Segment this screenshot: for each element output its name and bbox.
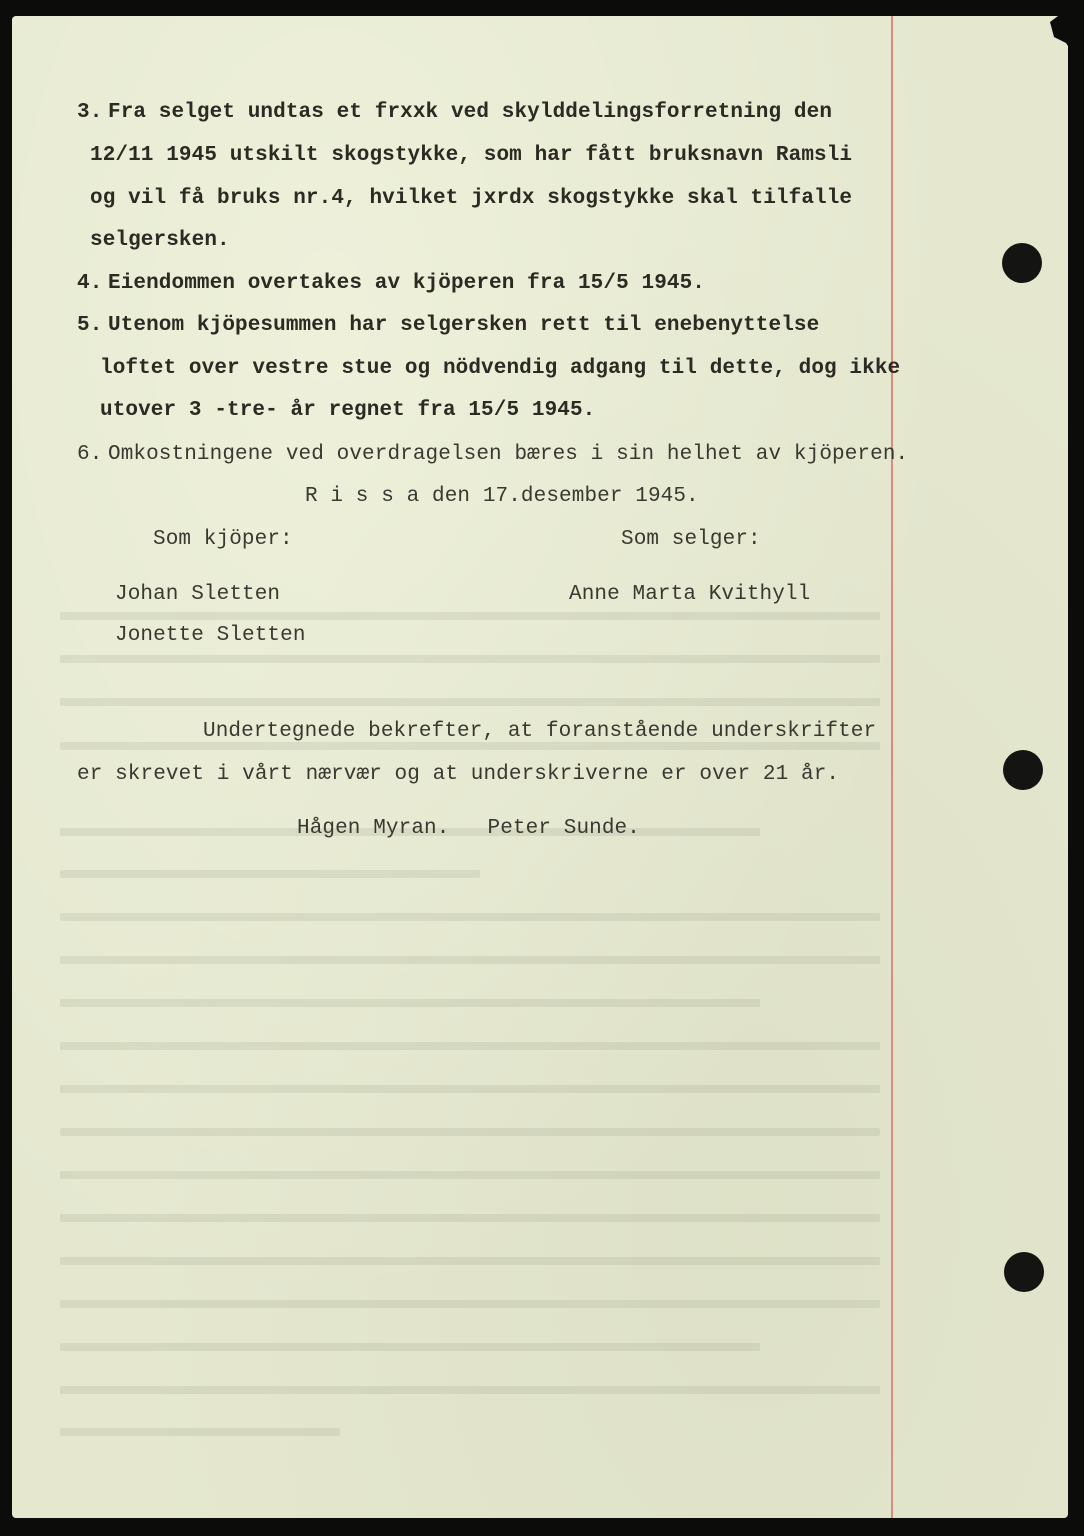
buyer-name: Johan Sletten xyxy=(115,583,281,606)
item-number: 4. xyxy=(77,272,103,295)
witness-names: Hågen Myran. Peter Sunde. xyxy=(297,817,640,840)
item-number: 6. xyxy=(77,443,103,466)
item-number: 5. xyxy=(77,314,103,337)
item-line: utover 3 -tre- år regnet fra 15/5 1945. xyxy=(100,399,596,422)
item-line: Eiendommen overtakes av kjöperen fra 15/5 1945. xyxy=(108,272,705,295)
witness-line: er skrevet i vårt nærvær og at underskriverne er over 21 år. xyxy=(77,763,840,786)
witness-line: Undertegnede bekrefter, at foranstående underskrifter xyxy=(203,720,877,743)
buyer-name: Jonette Sletten xyxy=(115,624,306,647)
punch-hole-icon xyxy=(1002,243,1042,283)
punch-hole-icon xyxy=(1003,750,1043,790)
item-line: og vil få bruks nr.4, hvilket jxrdx skogstykke skal tilfalle xyxy=(90,187,853,210)
punch-hole-icon xyxy=(1004,1252,1044,1292)
item-line: 12/11 1945 utskilt skogstykke, som har fått bruksnavn Ramsli xyxy=(90,144,853,167)
item-number: 3. xyxy=(77,101,103,124)
seller-label: Som selger: xyxy=(621,528,761,551)
item-line: selgersken. xyxy=(90,229,230,252)
item-line: Omkostningene ved overdragelsen bæres i sin helhet av kjöperen. xyxy=(108,443,909,466)
item-line: Utenom kjöpesummen har selgersken rett til enebenyttelse xyxy=(108,314,820,337)
buyer-label: Som kjöper: xyxy=(153,528,293,551)
item-line: Fra selget undtas et frxxk ved skylddelingsforretning den xyxy=(108,101,833,124)
item-line: loftet over vestre stue og nödvendig adgang til dette, dog ikke xyxy=(100,357,901,380)
place-date: R i s s a den 17.desember 1945. xyxy=(305,485,699,508)
red-margin-line xyxy=(891,16,893,1518)
seller-name: Anne Marta Kvithyll xyxy=(569,583,811,606)
